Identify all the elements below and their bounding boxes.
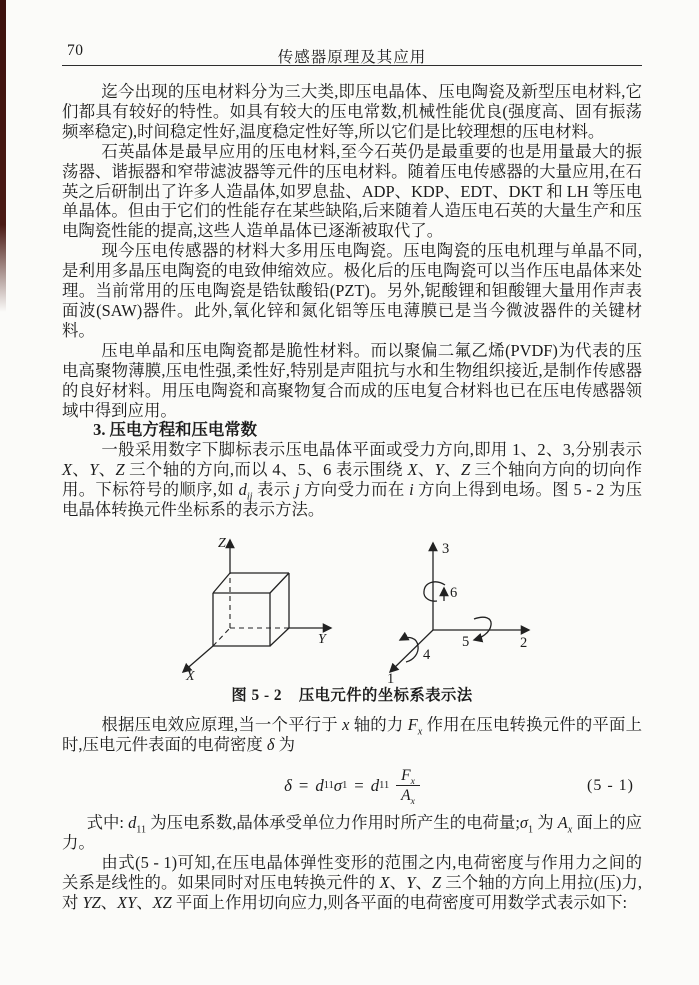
paragraph-subscript-notation: 一般采用数字下脚标表示压电晶体平面或受力方向,即用 1、2、3,分别表示 X、Y、Z 三个轴的方向,而以 4、5、6 表示围绕 X、Y、Z 三个轴向方向的切向作用。下标符号的顺序,如 $d_{ij}$ 表示 j 方向受力而在 i 方向上得到电场。图 5 - 2 为压电晶体转换元件坐标系的表示方法。 [62, 440, 643, 520]
paragraph-linearity: 由式(5 - 1)可知,在压电晶体弹性变形的范围之内,电荷密度与作用力之间的关系是线性的。如果同时对压电转换元件的 X、Y、Z 三个轴的方向上用拉(压)力,对 YZ、XY、XZ 平面上作用切向应力,则各平面的电荷密度可用数学式表示如下: [62, 853, 642, 912]
page-number: 70 [67, 42, 84, 59]
figure-caption-text: 压电元件的坐标系表示法 [298, 686, 473, 704]
cube-diagram [183, 540, 331, 672]
cube-x-label: X [186, 668, 195, 684]
equation-number: (5 - 1) [587, 776, 634, 794]
cube-y-label: Y [318, 631, 326, 647]
axis-1-label: 1 [387, 670, 395, 685]
figure-5-2 [62, 533, 642, 706]
rotation-4-label: 4 [423, 646, 431, 663]
cube-z-label: Z [218, 535, 226, 551]
paragraph-where-clause: 式中: $d_{11}$ 为压电系数,晶体承受单位力作用时所产生的电荷量$;\sigma_1$ 为 $A_x$ 面上的应力。 [62, 813, 643, 853]
figure-5-2-diagram [70, 533, 630, 685]
axis-2-label: 2 [520, 634, 528, 651]
cube-front-face [213, 593, 270, 646]
delta-symbol: δ [284, 775, 292, 795]
rotation-5-label: 5 [462, 633, 470, 650]
rotation-6-label: 6 [450, 584, 458, 601]
equation-body: δ = d 11 σ 1 = d 11 $\frac{F_x}{A_x}$ [284, 767, 420, 805]
cube-hidden-edges [213, 573, 289, 646]
axes-diagram [390, 540, 529, 672]
rotation-arrow-4 [400, 637, 418, 661]
section-heading: 3. 压电方程和压电常数 [93, 420, 258, 440]
paragraph-piezo-materials: 迄今出现的压电材料分为三大类,即压电晶体、压电陶瓷及新型压电材料,它们都具有较好的特性。如具有较大的压电常数,机械性能优良(强度高、固有振荡频率稳定),时间稳定性好,温度稳定性好等,所以它们是比较理想的压电材料。 [62, 82, 642, 141]
body-text [62, 82, 642, 913]
rotation-arrow-5 [474, 617, 491, 640]
axis-3-label: 3 [442, 540, 450, 557]
paragraph-polymers: 压电单晶和压电陶瓷都是脆性材料。而以聚偏二氟乙烯(PVDF)为代表的压电高聚物薄膜,压电性强,柔性好,特别是声阻抗与水和生物组织接近,是制作传感器的良好材料。用压电陶瓷和高聚物复合而成的压电复合材料也已在压电传感器领域中得到应用。 [62, 340, 642, 420]
axes-number-labels [387, 541, 527, 685]
paragraph-piezo-effect: 根据压电效应原理,当一个平行于 x 轴的力 $F_x$ 作用在压电转换元件的平面上时,压电元件表面的电荷密度 δ 为 [62, 714, 642, 754]
figure-caption [62, 686, 642, 706]
cube-axis-labels [185, 536, 328, 684]
equation-5-1 [62, 766, 642, 808]
rotation-arrow-6 [424, 582, 445, 601]
page-header [62, 42, 642, 66]
paragraph-quartz: 石英晶体是最早应用的压电材料,至今石英仍是最重要的也是用量最大的振荡器、谐振器和窄带滤波器等元件的压电材料。随着压电传感器的大量应用,在石英之后研制出了许多人造晶体,如罗息盐、ADP、KDP、EDT、DKT 和 LH 等压电单晶体。但由于它们的性能存在某些缺陷,后来随着人造压电石英的大量生产和压电陶瓷性能的提高,这些人造单晶体已逐渐被取代了。 [62, 141, 642, 241]
figure-caption-label: 图 5 - 2 [231, 686, 283, 704]
fraction: $\frac{F_x}{A_x}$ [396, 767, 420, 805]
running-head-title: 传感器原理及其应用 [277, 49, 427, 66]
paragraph-ceramics: 现今压电传感器的材料大多用压电陶瓷。压电陶瓷的压电机理与单晶不同,是利用多晶压电陶瓷的电致伸缩效应。极化后的压电陶瓷可以当作压电晶体来处理。当前常用的压电陶瓷是锆钛酸铅(PZT)。另外,铌酸锂和钽酸锂大量用作声表面波(SAW)器件。此外,氧化锌和氮化铝等压电薄膜已是当今微波器件的关键材料。 [62, 241, 642, 340]
